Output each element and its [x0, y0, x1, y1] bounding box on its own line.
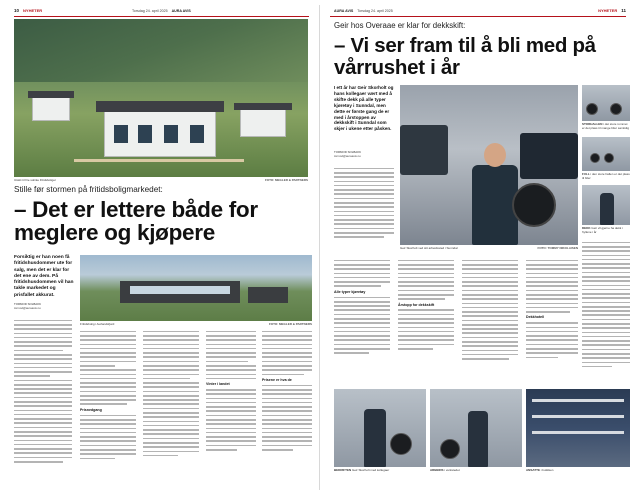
main-photo-caption — [14, 178, 308, 182]
header-rule — [14, 16, 309, 17]
subhead-3: Prisene er hva de — [262, 377, 292, 382]
subhead-1: Prisnedgang — [80, 407, 102, 412]
body-column-1 — [14, 317, 72, 487]
article-lead: I ett år har Geir Skorholt og hans kollegaer vært med å skifte dekk på alle typer kjøretøy i Sunndal, men dette er første gang de er med i årstoppen av dekkskift i Sunndal som skjer i ukene etter påsken. — [334, 85, 394, 132]
body-column-2 — [398, 257, 454, 387]
bottom-caption-2: ARBEIDS i verkstedet — [430, 468, 460, 472]
left-folio-date — [132, 7, 191, 15]
body-column-5 — [582, 239, 630, 387]
body-column-intro — [334, 165, 394, 255]
body-column-4 — [526, 257, 578, 387]
side-photo-full — [582, 137, 630, 171]
secondary-photo-cabin — [80, 255, 312, 321]
side-caption-1: STORHALLEN i det store rommet er det plass til mange biler samtidig — [582, 122, 630, 130]
right-folio: NYHETER 11 — [598, 8, 626, 13]
section-label: NYHETER — [23, 8, 43, 13]
left-folio — [14, 7, 42, 15]
main-photo-mechanic — [400, 85, 578, 245]
paper-name: AURA AVIS — [171, 9, 191, 13]
body-column-5 — [262, 328, 312, 488]
article-kicker: Stille før stormen på fritidsboligmarkedet: — [14, 185, 163, 194]
body-column-3 — [462, 257, 518, 387]
article-headline: – Vi ser fram til å bli med på vårrushet i år — [334, 34, 596, 79]
side-photo-dekk — [582, 185, 630, 225]
header-rule — [330, 16, 626, 17]
side-caption-2: FULL i den store hallen er det plass til biler — [582, 172, 630, 180]
bottom-caption-3: ANSATTE i butikken — [526, 468, 554, 472]
bottom-photo-2 — [430, 389, 522, 467]
article-kicker: Geir hos Overaae er klar for dekkskift: — [334, 21, 466, 30]
right-page — [320, 5, 636, 490]
bottom-photo-3 — [526, 389, 630, 467]
page-number: 10 — [14, 8, 20, 13]
right-folio-date: AURA AVIS Torsdag 24. april 2025 — [334, 9, 393, 13]
main-photo-cabins — [14, 19, 308, 177]
secondary-photo-caption: Fritidsbolig i Aurlandsfjord FOTO: MEGLER & PARTNERS — [80, 322, 312, 326]
left-page — [4, 5, 320, 490]
side-photo-storhallen — [582, 85, 630, 121]
side-caption-3: DEKK Geir vil gjerne ha dekk i hyllene i år — [582, 226, 623, 234]
article-lead: Forsiktig er han noen få fritidshusdommer ute for salg, men det er klar for det ene av dem. På fritidshusdommen vil han takle markedet og prisfallet akkurat. — [14, 255, 74, 298]
photo-credit: FOTO: MEGLER & PARTNERS — [264, 178, 308, 182]
bottom-photo-1 — [334, 389, 426, 467]
main-photo-caption: Geir Skorholt ved sitt arbeidssted i Sunndal FOTO: TOMMY NIKOLAISEN — [400, 246, 578, 250]
caption-text: Utsikt til fire solrike fritidsboliger — [14, 178, 57, 182]
body-column-2 — [80, 328, 136, 488]
newspaper-spread — [4, 5, 636, 490]
body-column-1 — [334, 257, 390, 387]
article-headline: – Det er lettere både for meglere og kjøpere — [14, 197, 258, 245]
subhead-3: Dekkhotell — [526, 315, 545, 320]
subhead-2: Årstopp for dekkskift — [398, 302, 435, 307]
subhead-1: Alle typer kjøretøy — [334, 289, 366, 294]
byline: TORMOD SOLBAKK tormod@auraavis.no — [14, 302, 42, 310]
body-column-3 — [143, 328, 199, 488]
bottom-caption-1: BEDRIFTEN Geir Skorholt med kollegaer — [334, 468, 390, 472]
body-column-4 — [206, 328, 256, 488]
byline: TORMOD SOLBAKK tormod@auraavis.no — [334, 150, 362, 158]
issue-date: Torsdag 24. april 2025 — [132, 9, 168, 13]
subhead-2: Vinter i landet — [206, 382, 230, 387]
